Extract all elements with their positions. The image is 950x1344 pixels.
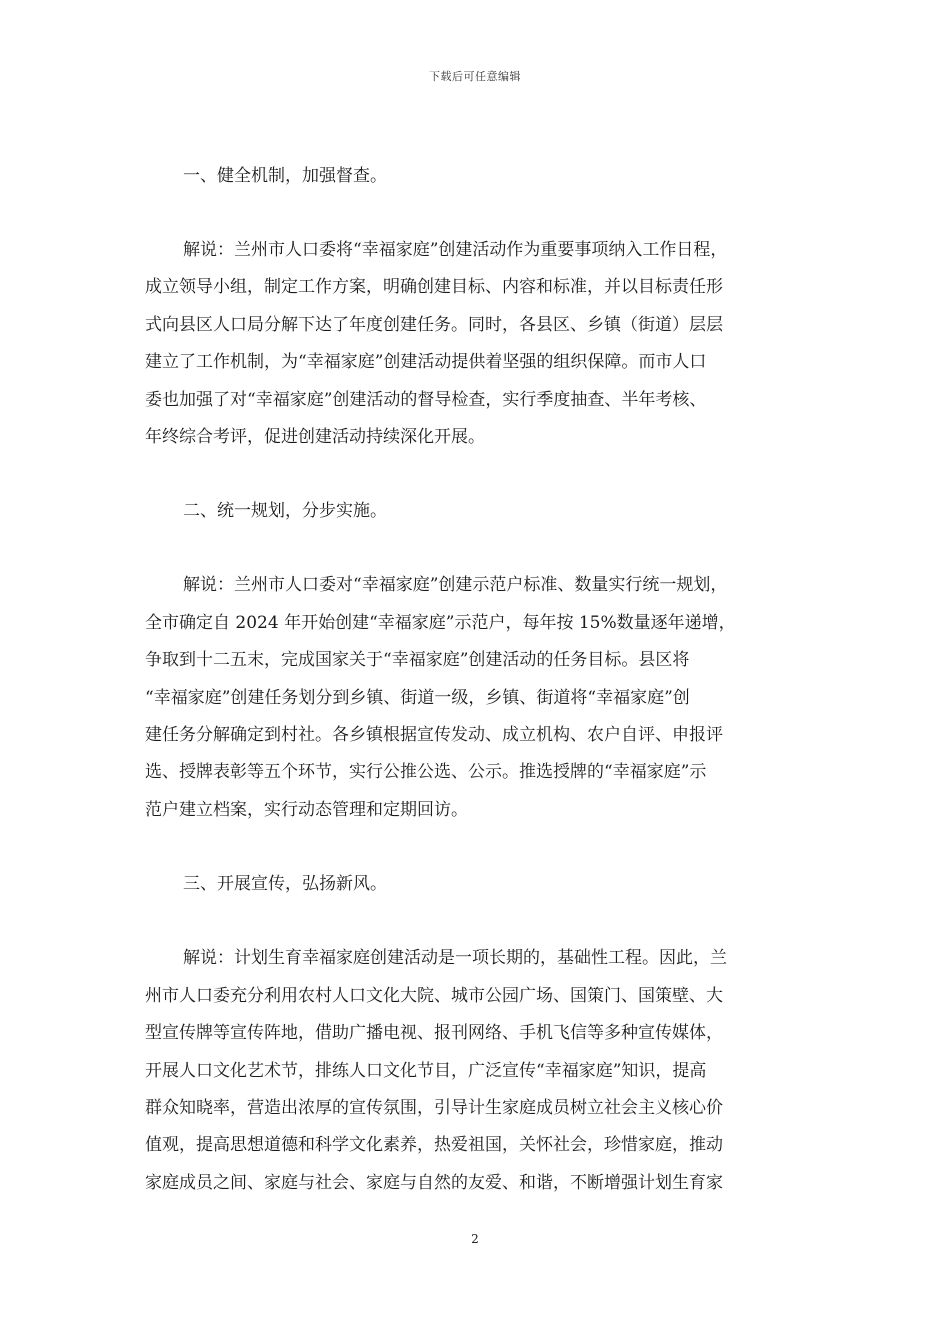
paragraph-line: 值观，提高思想道德和科学文化素养，热爱祖国，关怀社会，珍惜家庭，推动 — [145, 1135, 723, 1156]
paragraph-line: 开展人口文化艺术节，排练人口文化节目，广泛宣传“幸福家庭”知识，提高 — [145, 1060, 707, 1081]
section-paragraph-2 — [145, 567, 805, 829]
paragraph-line: 建任务分解确定到村社。各乡镇根据宣传发动、成立机构、农户自评、申报评 — [145, 725, 723, 746]
spacer — [145, 456, 805, 493]
spacer — [145, 903, 805, 940]
paragraph-line: 群众知晓率，营造出浓厚的宣传氛围，引导计生家庭成员树立社会主义核心价 — [145, 1097, 723, 1118]
document-body — [145, 158, 805, 1202]
page-header-note: 下载后可任意编辑 — [429, 70, 521, 83]
paragraph-line: 式向县区人口局分解下达了年度创建任务。同时，各县区、乡镇（街道）层层 — [145, 314, 723, 335]
paragraph-line: 州市人口委充分利用农村人口文化大院、城市公园广场、国策门、国策壁、大 — [145, 985, 723, 1006]
paragraph-line: “幸福家庭”创建任务划分到乡镇、街道一级，乡镇、街道将“幸福家庭”创 — [145, 687, 690, 708]
paragraph-line: 全市确定自 2024 年开始创建“幸福家庭”示范户，每年按 15%数量逐年递增， — [145, 612, 736, 633]
paragraph-line: 选、授牌表彰等五个环节，实行公推公选、公示。推选授牌的“幸福家庭”示 — [145, 762, 707, 783]
paragraph-line: 解说：兰州市人口委对“幸福家庭”创建示范户标准、数量实行统一规划， — [183, 575, 728, 596]
paragraph-line: 解说：计划生育幸福家庭创建活动是一项长期的，基础性工程。因此，兰 — [183, 948, 727, 969]
section-paragraph-1 — [145, 232, 805, 456]
paragraph-line: 型宣传牌等宣传阵地，借助广播电视、报刊网络、手机飞信等多种宣传媒体， — [145, 1023, 723, 1044]
spacer — [145, 829, 805, 866]
paragraph-line: 家庭成员之间、家庭与社会、家庭与自然的友爱、和谐，不断增强计划生育家 — [145, 1172, 723, 1193]
section-heading-1: 一、健全机制，加强督查。 — [183, 166, 387, 186]
spacer — [145, 530, 805, 567]
spacer — [145, 195, 805, 232]
paragraph-line: 范户建立档案，实行动态管理和定期回访。 — [145, 799, 468, 820]
section-heading-3: 三、开展宣传，弘扬新风。 — [183, 874, 387, 895]
page-number: 2 — [471, 1232, 479, 1246]
paragraph-line: 争取到十二五末，完成国家关于“幸福家庭”创建活动的任务目标。县区将 — [145, 650, 690, 671]
paragraph-line: 年终综合考评，促进创建活动持续深化开展。 — [145, 427, 485, 448]
section-paragraph-3 — [145, 940, 805, 1202]
section-heading-2: 二、统一规划，分步实施。 — [183, 501, 387, 522]
paragraph-line: 解说：兰州市人口委将“幸福家庭”创建活动作为重要事项纳入工作日程， — [183, 240, 728, 260]
paragraph-line: 建立了工作机制，为“幸福家庭”创建活动提供着坚强的组织保障。而市人口 — [145, 352, 707, 373]
paragraph-line: 成立领导小组，制定工作方案，明确创建目标、内容和标准，并以目标责任形 — [145, 277, 723, 298]
paragraph-line: 委也加强了对“幸福家庭”创建活动的督导检查，实行季度抽查、半年考核、 — [145, 389, 707, 410]
